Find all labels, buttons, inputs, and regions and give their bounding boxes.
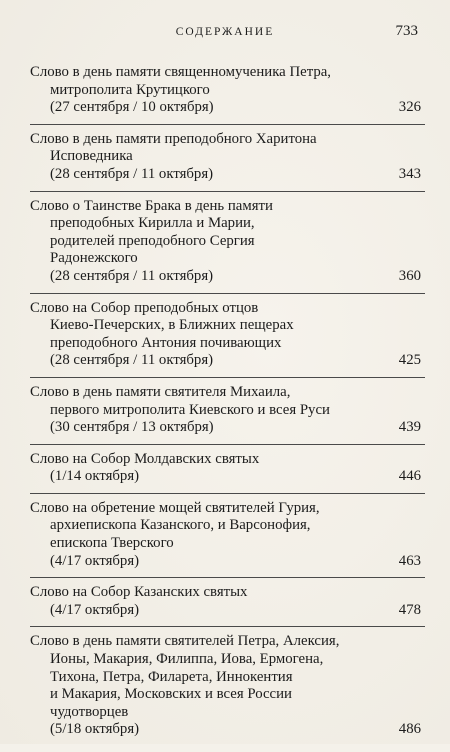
toc-entry-page-number: 360 xyxy=(398,267,421,284)
toc-entry-title: Слово в день памяти святителей Петра, Алексия, xyxy=(30,633,340,650)
toc-entry-date: (28 сентября / 11 октября) xyxy=(50,267,214,284)
toc-entry xyxy=(30,633,425,746)
toc-entry-title-continuation: Киево-Печерских, в Ближних пещерах xyxy=(50,317,294,334)
toc-entry-title: Слово на обретение мощей святителей Гурия, xyxy=(30,499,320,516)
toc-entry-footer xyxy=(30,166,425,184)
toc-entry-title: Слово на Собор преподобных отцов xyxy=(30,299,259,316)
toc-entry-date: (4/17 октября) xyxy=(50,601,140,618)
toc-entry-title-continuation: Тихона, Петра, Филарета, Иннокентия xyxy=(50,668,293,685)
page-header xyxy=(0,22,450,46)
toc-entry-title: Слово в день памяти священномученика Петра, xyxy=(30,64,332,80)
toc-entry xyxy=(30,198,425,294)
toc-entry-title-continuation: Исповедника xyxy=(50,148,133,165)
toc-entry-date: (4/17 октября) xyxy=(50,552,140,569)
toc-entry xyxy=(30,64,425,125)
toc-entry xyxy=(30,500,425,578)
toc-entry xyxy=(30,300,425,378)
toc-entry-page-number: 425 xyxy=(398,352,421,369)
toc-entry-title: Слово в день памяти преподобного Харитона xyxy=(30,130,317,147)
toc-entry-date: (1/14 октября) xyxy=(50,468,140,485)
toc-entry-date: (27 сентября / 10 октября) xyxy=(50,99,214,116)
toc-entry-page-number: 343 xyxy=(398,165,421,182)
toc-entry-footer xyxy=(30,268,425,286)
toc-entry-title-continuation: Радонежского xyxy=(50,250,138,267)
toc-entry-title-continuation: первого митрополита Киевского и всея Руси xyxy=(50,401,330,418)
table-of-contents xyxy=(30,64,425,752)
toc-entry-footer xyxy=(30,352,425,370)
toc-entry-title: Слово в день памяти святителя Михаила, xyxy=(30,383,291,400)
toc-entry-date: (30 сентября / 13 октября) xyxy=(50,419,214,436)
page-number: 733 xyxy=(395,23,418,39)
toc-entry xyxy=(30,384,425,445)
toc-entry-date: (28 сентября / 11 октября) xyxy=(50,165,214,182)
toc-entry-title-continuation: преподобного Антония почивающих xyxy=(50,334,282,351)
running-title: СОДЕРЖАНИЕ xyxy=(175,26,275,38)
toc-entry-title-continuation: и Макария, Московских и всея России xyxy=(50,686,292,703)
toc-entry-footer xyxy=(30,553,425,571)
toc-entry-title-continuation: преподобных Кирилла и Марии, xyxy=(50,215,255,232)
toc-entry-page-number: 463 xyxy=(398,552,421,569)
toc-entry-date: (28 сентября / 11 октября) xyxy=(50,352,214,369)
toc-entry-title: Слово на Собор Молдавских святых xyxy=(30,450,260,467)
toc-entry xyxy=(30,451,425,494)
toc-entry-footer xyxy=(30,99,425,117)
toc-entry-date: (5/18 октября) xyxy=(50,721,140,738)
toc-entry-title-continuation: родителей преподобного Сергия xyxy=(50,232,255,249)
toc-entry-title-continuation: чудотворцев xyxy=(50,703,129,720)
toc-entry-footer xyxy=(30,721,425,739)
toc-entry-page-number: 326 xyxy=(398,99,421,116)
toc-entry-page-number: 478 xyxy=(398,601,421,618)
toc-entry-title: Слово на Собор Казанских святых xyxy=(30,584,248,601)
toc-entry-page-number: 486 xyxy=(398,721,421,738)
toc-entry-footer xyxy=(30,468,425,486)
toc-entry-page-number: 446 xyxy=(398,468,421,485)
toc-entry-footer xyxy=(30,419,425,437)
toc-entry-footer xyxy=(30,602,425,620)
toc-entry-title-continuation: митрополита Крутицкого xyxy=(50,81,210,98)
toc-entry xyxy=(30,131,425,192)
toc-entry-page-number: 439 xyxy=(398,419,421,436)
toc-entry xyxy=(30,584,425,627)
toc-entry-title-continuation: архиепископа Казанского, и Варсонофия, xyxy=(50,517,311,534)
toc-entry-title-continuation: епископа Тверского xyxy=(50,535,174,552)
toc-entry-title-continuation: Ионы, Макария, Филиппа, Иова, Ермогена, xyxy=(50,651,324,668)
toc-entry-title: Слово о Таинстве Брака в день памяти xyxy=(30,197,273,214)
